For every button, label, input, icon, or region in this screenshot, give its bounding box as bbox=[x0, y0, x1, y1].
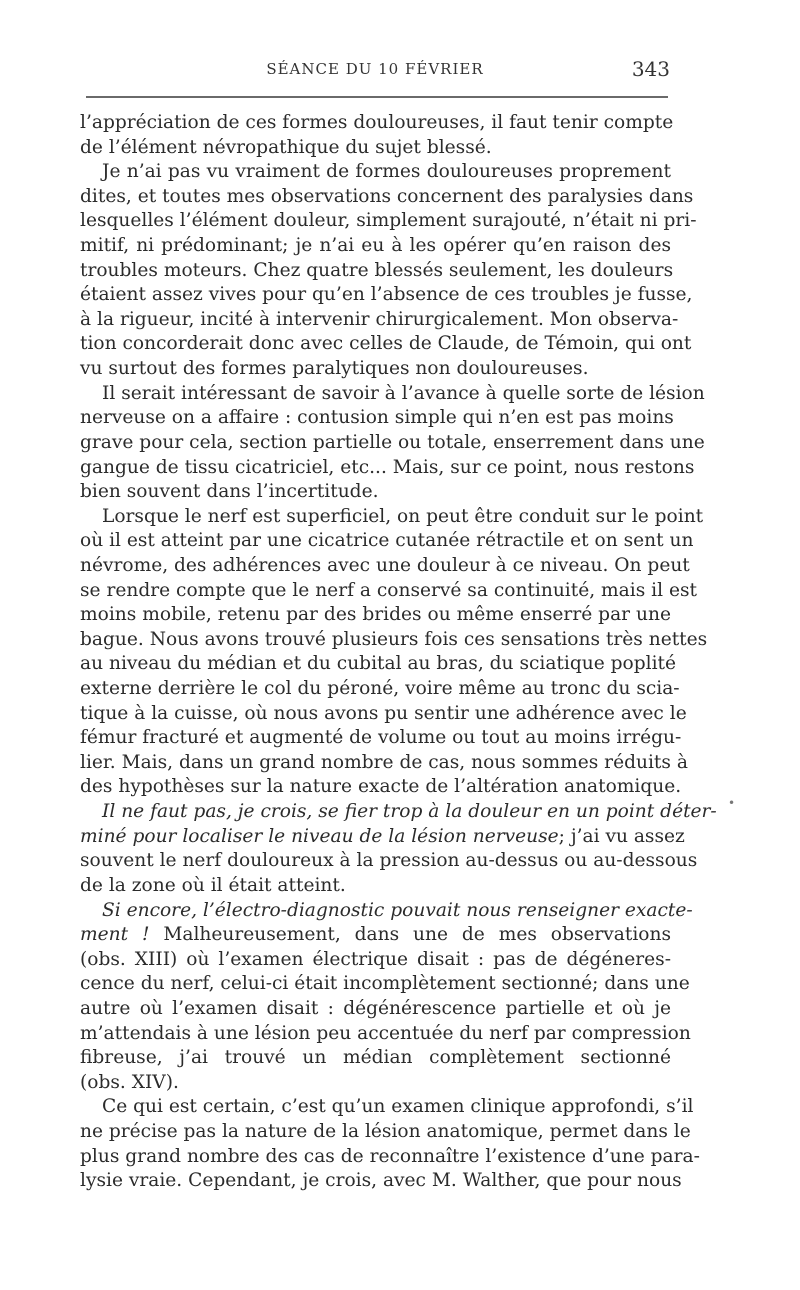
body-text bbox=[80, 111, 717, 1194]
italic-phrase: miné pour localiser le niveau de la lésion nerveuse bbox=[80, 825, 559, 847]
text-line: mitif, ni prédominant; je n’ai eu à les opérer qu’en raison des bbox=[80, 235, 671, 257]
text-line: l’appréciation de ces formes douloureuses, il faut tenir compte bbox=[80, 112, 674, 133]
text-line: Lorsque le nerf est superficiel, on peut être conduit sur le point bbox=[102, 505, 704, 527]
text-line: fémur fracturé et augmenté de volume ou tout au moins irrégu- bbox=[80, 727, 682, 749]
text-line bbox=[80, 923, 671, 948]
text-line: Il ne faut pas, je crois, se fier trop à la douleur en un point déter- bbox=[102, 801, 717, 823]
page-header bbox=[80, 57, 670, 87]
running-title: SÉANCE DU 10 FÉVRIER bbox=[266, 60, 484, 78]
text-line: m’attendais à une lésion peu accentuée du nerf par compression bbox=[80, 1022, 691, 1044]
text-line: moins mobile, retenu par des brides ou même enserré par une bbox=[80, 604, 671, 626]
text-line: tion concorderait donc avec celles de Claude, de Témoin, qui ont bbox=[80, 333, 692, 355]
text-line: ne précise pas la nature de la lésion anatomique, permet dans le bbox=[80, 1120, 691, 1142]
text-line: (obs. XIV). bbox=[80, 1071, 179, 1093]
text-line: névrome, des adhérences avec une douleur à ce niveau. On peut bbox=[80, 554, 690, 576]
text-line: fibreuse, j’ai trouvé un médian complètement sectionné bbox=[80, 1047, 671, 1069]
text-line: se rendre compte que le nerf a conservé sa continuité, mais il est bbox=[80, 579, 697, 601]
italic-phrase: ment ! bbox=[80, 924, 150, 946]
text-line: nerveuse on a affaire : contusion simple qui n’en est pas moins bbox=[80, 407, 674, 429]
text-line: lesquelles l’élément douleur, simplement surajouté, n’était ni pri- bbox=[80, 210, 697, 232]
text-line: externe derrière le col du péroné, voire même au tronc du scia- bbox=[80, 678, 680, 700]
text-fragment: Malheureusement, dans une de mes observations bbox=[149, 924, 672, 946]
text-line: de la zone où il était atteint. bbox=[80, 874, 346, 896]
text-line: troubles moteurs. Chez quatre blessés seulement, les douleurs bbox=[80, 259, 674, 281]
text-line: (obs. XIII) où l’examen électrique disait : pas de dégéneres- bbox=[80, 948, 671, 970]
text-line: étaient assez vives pour qu’en l’absence de ces troubles je fusse, bbox=[80, 284, 693, 306]
text-line: lysie vraie. Cependant, je crois, avec M. Walther, que pour nous bbox=[80, 1170, 682, 1192]
text-fragment: ; j’ai vu assez bbox=[558, 825, 685, 847]
text-line: des hypothèses sur la nature exacte de l’altération anatomique. bbox=[80, 776, 682, 798]
text-line: Ce qui est certain, c’est qu’un examen clinique approfondi, s’il bbox=[102, 1096, 694, 1118]
text-line: Il serait intéressant de savoir à l’avance à quelle sorte de lésion bbox=[102, 382, 705, 404]
text-line: Si encore, l’électro-diagnostic pouvait nous renseigner exacte- bbox=[102, 899, 693, 921]
text-line: tique à la cuisse, où nous avons pu sentir une adhérence avec le bbox=[80, 702, 687, 724]
text-line: au niveau du médian et du cubital au bras, du sciatique poplité bbox=[80, 653, 677, 675]
margin-mark: • bbox=[728, 796, 736, 810]
page-number: 343 bbox=[631, 57, 670, 81]
text-line: de l’élément névropathique du sujet blessé. bbox=[80, 136, 492, 158]
text-line: Je n’ai pas vu vraiment de formes douloureuses proprement bbox=[102, 161, 671, 183]
text-line: dites, et toutes mes observations concernent des paralysies dans bbox=[80, 185, 694, 207]
text-line: bien souvent dans l’incertitude. bbox=[80, 481, 379, 503]
text-line: vu surtout des formes paralytiques non douloureuses. bbox=[80, 358, 589, 380]
text-line: bague. Nous avons trouvé plusieurs fois ces sensations très nettes bbox=[80, 628, 708, 650]
text-line: autre où l’examen disait : dégénérescence partielle et où je bbox=[80, 997, 671, 1019]
text-line: à la rigueur, incité à intervenir chirurgicalement. Mon observa- bbox=[80, 308, 679, 330]
text-line bbox=[80, 825, 685, 850]
text-line: lier. Mais, dans un grand nombre de cas, nous sommes réduits à bbox=[80, 751, 688, 773]
text-line: souvent le nerf douloureux à la pression au-dessus ou au-dessous bbox=[80, 850, 698, 872]
header-rule bbox=[86, 96, 668, 98]
text-line: où il est atteint par une cicatrice cutanée rétractile et on sent un bbox=[80, 530, 694, 552]
text-line: cence du nerf, celui-ci était incomplètement sectionné; dans une bbox=[80, 973, 690, 995]
text-line: gangue de tissu cicatriciel, etc... Mais, sur ce point, nous restons bbox=[80, 456, 695, 478]
text-line: grave pour cela, section partielle ou totale, enserrement dans une bbox=[80, 431, 705, 453]
text-line: plus grand nombre des cas de reconnaître l’existence d’une para- bbox=[80, 1145, 700, 1167]
